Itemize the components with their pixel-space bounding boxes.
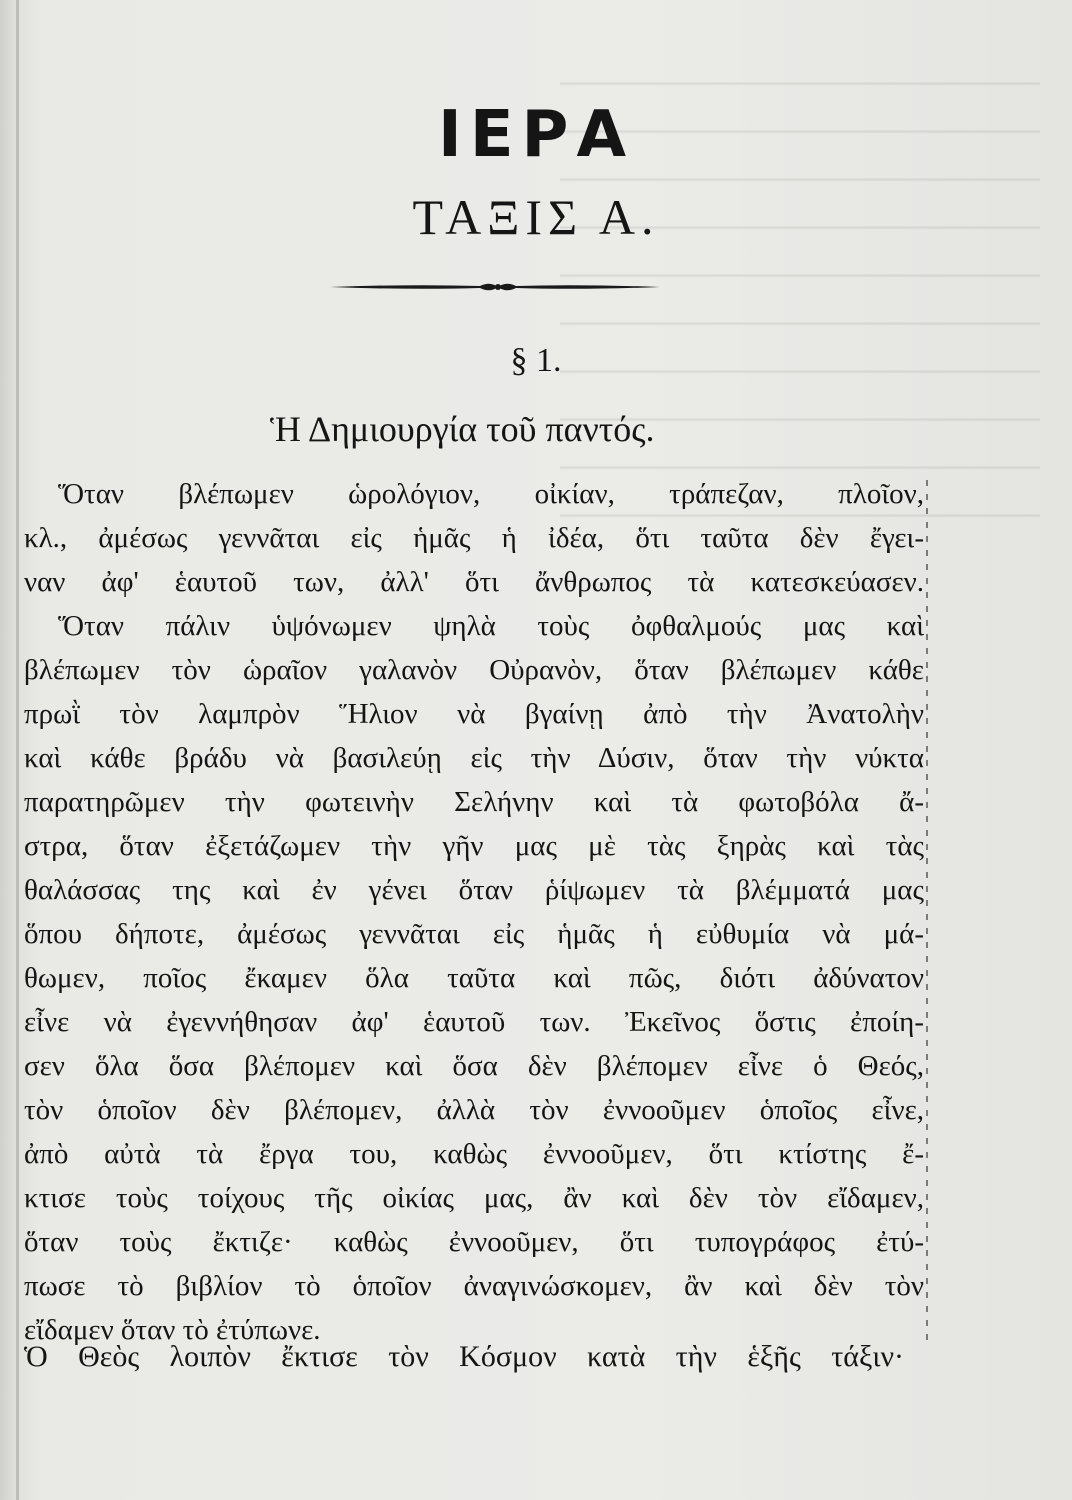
text-line: τὸν ὁποῖον δὲν βλέπομεν, ἀλλὰ τὸν ἐννοοῦμεν ὁποῖος εἶνε, [24, 1094, 924, 1126]
text-line: βλέπωμεν τὸν ὡραῖον γαλανὸν Οὐρανὸν, ὅταν βλέπωμεν κάθε [24, 654, 924, 686]
closing-line: Ὁ Θεὸς λοιπὸν ἔκτισε τὸν Κόσμον κατὰ τὴν ἑξῆς τάξιν· [24, 1340, 904, 1373]
text-line: θωμεν, ποῖος ἔκαμεν ὅλα ταῦτα καὶ πῶς, διότι ἀδύνατον [24, 962, 924, 994]
text-line: κτισε τοὺς τοίχους τῆς οἰκίας μας, ἂν καὶ δὲν τὸν εἴδαμεν, [24, 1182, 924, 1214]
text-line: καὶ κάθε βράδυ νὰ βασιλεύῃ εἰς τὴν Δύσιν, ὅταν τὴν νύκτα [24, 742, 924, 774]
cut-edge-line [926, 480, 928, 1340]
body-text [24, 472, 924, 1352]
text-line: πρωῒ τὸν λαμπρὸν Ἥλιον νὰ βγαίνῃ ἀπὸ τὴν Ἀνατολὴν [24, 698, 924, 730]
text-line: θαλάσσας της καὶ ἐν γένει ὅταν ῥίψωμεν τὰ βλέμματά μας [24, 874, 924, 906]
section-title: Ἡ Δημιουργία τοῦ παντός. [270, 409, 655, 449]
text-line: Ὅταν βλέπωμεν ὡρολόγιον, οἰκίαν, τράπεζαν, πλοῖον, [58, 478, 924, 510]
text-line: ἀπὸ αὐτὰ τὰ ἔργα του, καθὼς ἐννοοῦμεν, ὅτι κτίστης ἔ- [24, 1138, 924, 1170]
section-number: § 1. [510, 342, 562, 379]
text-line: ὅπου δήποτε, ἀμέσως γεννᾶται εἰς ἡμᾶς ἡ εὐθυμία νὰ μά- [24, 918, 924, 950]
text-line: ναν ἀφ' ἑαυτοῦ των, ἀλλ' ὅτι ἄνθρωπος τὰ κατεσκεύασεν. [24, 566, 924, 598]
text-line: κλ., ἀμέσως γεννᾶται εἰς ἡμᾶς ἡ ἰδέα, ὅτι ταῦτα δὲν ἔγει- [24, 522, 924, 554]
text-line: εἶνε νὰ ἐγεννήθησαν ἀφ' ἑαυτοῦ των. Ἐκεῖνος ὅστις ἐποίη- [24, 1006, 924, 1038]
text-line: ὅταν τοὺς ἔκτιζε· καθὼς ἐννοοῦμεν, ὅτι τυπογράφος ἐτύ- [24, 1226, 924, 1258]
text-line: παρατηρῶμεν τὴν φωτεινὴν Σελήνην καὶ τὰ φωτοβόλα ἄ- [24, 786, 924, 818]
decorative-rule [330, 280, 660, 294]
text-line: πωσε τὸ βιβλίον τὸ ὁποῖον ἀναγινώσκομεν, ἂν καὶ δὲν τὸν [24, 1270, 924, 1302]
text-line: εἴδαμεν ὅταν τὸ ἐτύπωνε. [24, 1314, 321, 1346]
text-line: σεν ὅλα ὅσα βλέπομεν καὶ ὅσα δὲν βλέπομεν εἶνε ὁ Θεός, [24, 1050, 924, 1082]
page-title: ΙΕΡΑ [438, 98, 634, 172]
text-line: Ὅταν πάλιν ὑψόνωμεν ψηλὰ τοὺς ὀφθαλμούς μας καὶ [58, 610, 924, 642]
page-subtitle: ΤΑΞΙΣ Α. [412, 189, 660, 245]
text-line: στρα, ὅταν ἐξετάζωμεν τὴν γῆν μας μὲ τὰς ξηρὰς καὶ τὰς [24, 830, 924, 862]
